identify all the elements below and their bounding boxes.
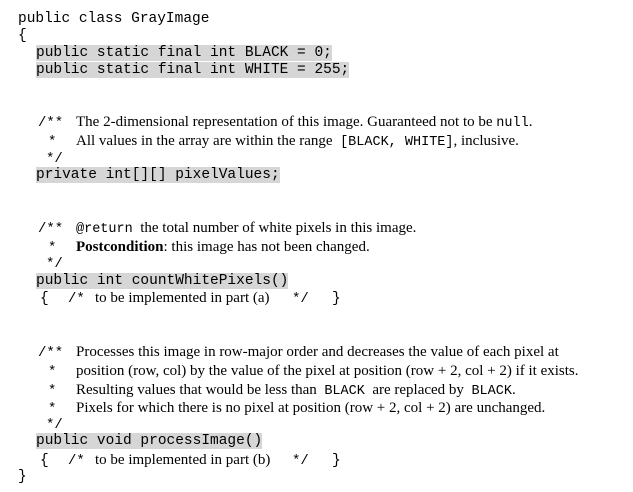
impl-comment-text: to be implemented in part (a) <box>95 290 270 306</box>
field-pixel-values: private int[][] pixelValues; <box>36 167 280 183</box>
impl-comment-text: to be implemented in part (b) <box>95 452 271 468</box>
javadoc-close: */ <box>46 417 63 433</box>
comment-text: The 2-dimensional representation of this image. Guaranteed not to be null. <box>76 114 533 131</box>
javadoc-open: /** <box>38 221 64 237</box>
comment-text: position (row, col) by the value of the pixel at position (row + 2, col + 2) if it exists. <box>76 363 579 379</box>
comment-text: Resulting values that would be less than BLACK are replaced by BLACK. <box>76 382 516 399</box>
javadoc-star: * <box>48 401 57 417</box>
comment-text: Postcondition: this image has not been changed. <box>76 239 370 255</box>
comment-text: Processes this image in row-major order and decreases the value of each pixel at <box>76 344 559 360</box>
field-black: public static final int BLACK = 0; <box>36 45 332 61</box>
javadoc-open: /** <box>38 345 64 361</box>
impl-comment-open: /* <box>68 291 85 307</box>
javadoc-close: */ <box>46 151 63 167</box>
comment-text: @return the total number of white pixels in this image. <box>76 220 417 237</box>
class-close-brace: } <box>18 469 27 485</box>
method-body-close: } <box>332 453 341 469</box>
impl-comment-close: */ <box>292 453 309 469</box>
javadoc-star: * <box>48 383 57 399</box>
javadoc-star: * <box>48 240 57 256</box>
javadoc-star: * <box>48 364 57 380</box>
method-count-white-pixels: public int countWhitePixels() <box>36 273 289 289</box>
method-process-image: public void processImage() <box>36 433 263 449</box>
method-body-close: } <box>332 291 341 307</box>
impl-comment-open: /* <box>68 453 85 469</box>
javadoc-star: * <box>48 134 57 150</box>
field-white: public static final int WHITE = 255; <box>36 62 350 78</box>
method-body-open: { <box>40 453 49 469</box>
comment-text: All values in the array are within the range [BLACK, WHITE], inclusive. <box>76 133 519 150</box>
class-header: public class GrayImage <box>18 11 210 27</box>
javadoc-open: /** <box>38 115 64 131</box>
comment-text: Pixels for which there is no pixel at position (row + 2, col + 2) are unchanged. <box>76 400 546 416</box>
method-body-open: { <box>40 291 49 307</box>
impl-comment-close: */ <box>292 291 309 307</box>
class-open-brace: { <box>18 28 27 44</box>
javadoc-close: */ <box>46 256 63 272</box>
